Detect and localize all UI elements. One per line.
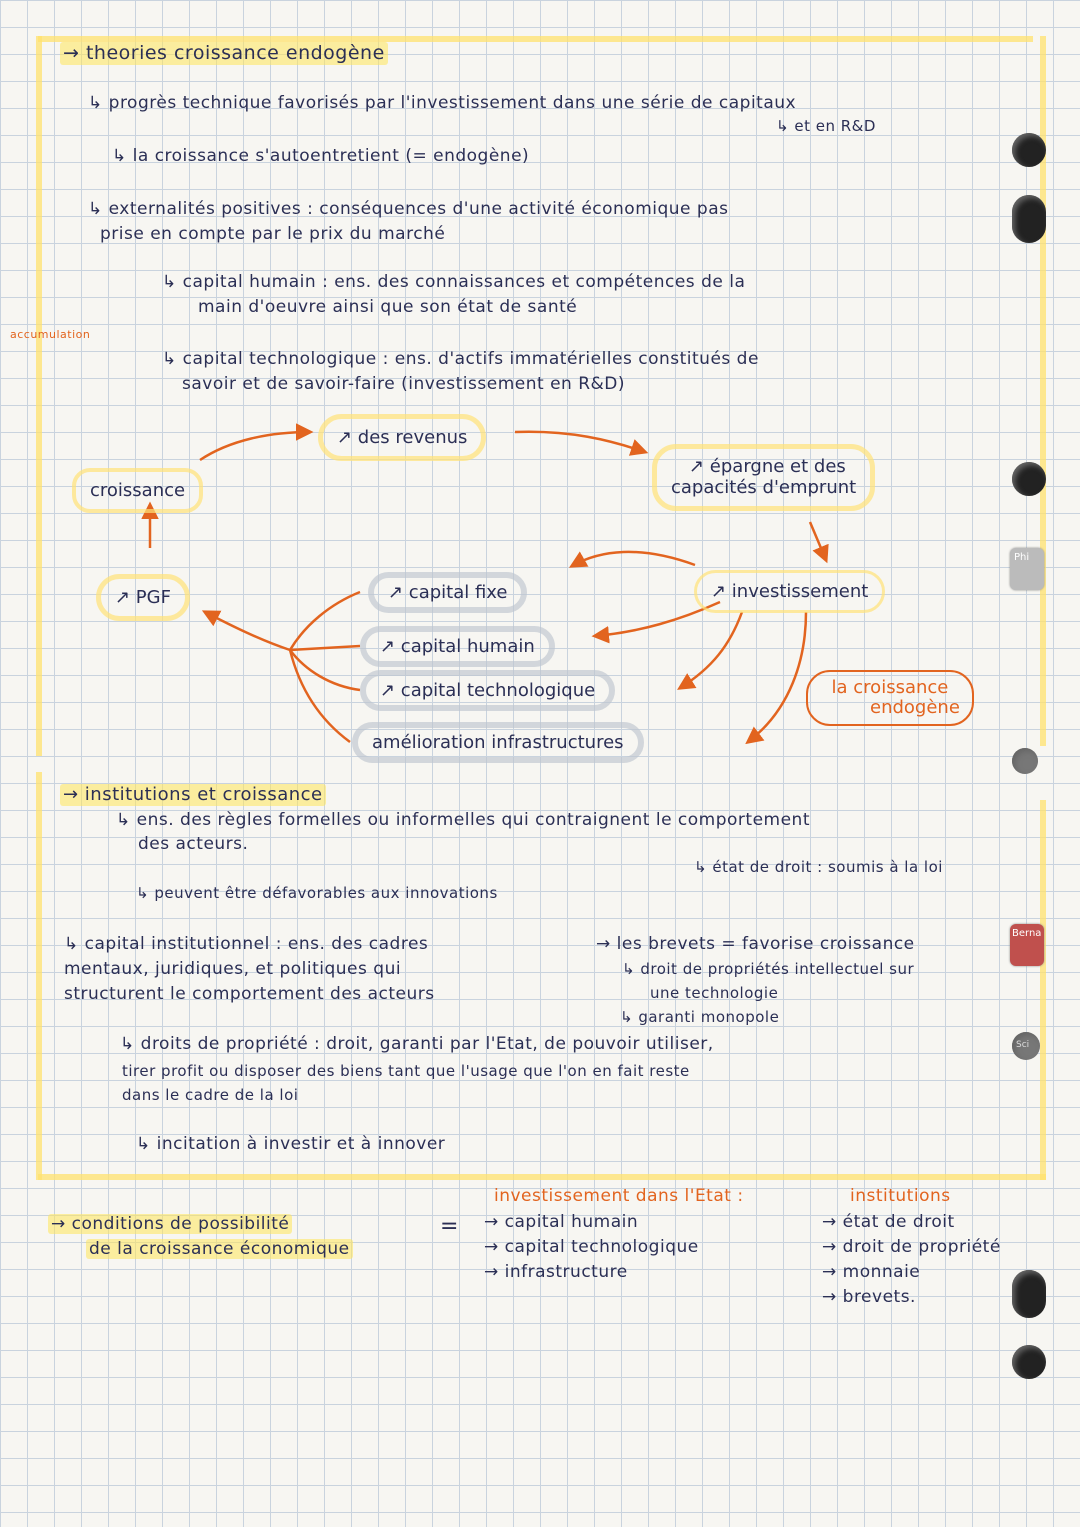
text-line: ↳ incitation à investir et à innover <box>136 1134 446 1154</box>
section1-title: → theories croissance endogène <box>60 42 388 65</box>
node-investissement: ↗ investissement <box>694 570 885 613</box>
investment-item: → infrastructure <box>484 1262 628 1282</box>
text-line: une technologie <box>650 984 779 1002</box>
institutions-item: → monnaie <box>822 1262 921 1282</box>
node-capital-fixe: ↗ capital fixe <box>368 572 527 613</box>
node-endogene-line1: la croissance <box>831 677 949 698</box>
text-line: ↳ externalités positives : conséquences d'une activité économique pas <box>88 199 729 219</box>
text-line: ↳ ens. des règles formelles ou informelles qui contraignent le comportement <box>116 810 811 830</box>
text-line: ↳ état de droit : soumis à la loi <box>694 858 943 876</box>
node-croissance-endogene <box>806 670 974 726</box>
text-line: main d'oeuvre ainsi que son état de santé <box>198 297 578 317</box>
text-line: tirer profit ou disposer des biens tant que l'usage que l'on en fait reste <box>122 1062 690 1080</box>
text-line: ↳ capital humain : ens. des connaissances et compétences de la <box>162 272 746 292</box>
divider-tab-label: Phi <box>1014 552 1030 563</box>
text-line: ↳ capital technologique : ens. d'actifs immatérielles constitués de <box>162 349 759 369</box>
node-capital-technologique: ↗ capital technologique <box>360 670 615 711</box>
node-pgf: ↗ PGF <box>96 574 190 621</box>
text-line: ↳ la croissance s'autoentretient (= endogène) <box>112 146 530 166</box>
institutions-title: institutions <box>850 1186 951 1206</box>
text-line: ↳ droits de propriété : droit, garanti par l'Etat, de pouvoir utiliser, <box>120 1034 714 1054</box>
text-line: ↳ capital institutionnel : ens. des cadres <box>64 934 429 954</box>
divider-tab-label: Sci <box>1016 1040 1030 1050</box>
investment-title: investissement dans l'Etat : <box>494 1186 744 1206</box>
node-epargne-line1: ↗ épargne et des <box>689 456 846 477</box>
node-infrastructures: amélioration infrastructures <box>352 722 644 763</box>
section3-title-line2: de la croissance économique <box>86 1239 353 1259</box>
institutions-item: → brevets. <box>822 1287 916 1307</box>
text-line: prise en compte par le prix du marché <box>100 224 446 244</box>
node-revenus: ↗ des revenus <box>318 414 486 461</box>
text-line: structurent le comportement des acteurs <box>64 984 435 1004</box>
text-line: ↳ et en R&D <box>776 117 876 135</box>
node-endogene-line2: endogène <box>870 696 960 718</box>
text-line: ↳ garanti monopole <box>620 1008 780 1026</box>
text-line: savoir et de savoir-faire (investissement en R&D) <box>182 374 625 394</box>
equals-sign: = <box>440 1214 459 1239</box>
text-line: → les brevets = favorise croissance <box>596 934 915 954</box>
text-line: mentaux, juridiques, et politiques qui <box>64 959 402 979</box>
text-line: dans le cadre de la loi <box>122 1086 299 1104</box>
node-epargne-line2: capacités d'emprunt <box>671 476 857 498</box>
investment-item: → capital humain <box>484 1212 639 1232</box>
investment-item: → capital technologique <box>484 1237 699 1257</box>
text-line: ↳ progrès technique favorisés par l'investissement dans une série de capitaux <box>88 93 797 113</box>
section2-title: → institutions et croissance <box>60 784 326 806</box>
text-line: des acteurs. <box>138 834 249 854</box>
text-line: ↳ peuvent être défavorables aux innovations <box>136 884 498 902</box>
node-croissance: croissance <box>72 468 203 513</box>
section3-title-line1: → conditions de possibilité <box>48 1214 292 1234</box>
node-epargne <box>652 444 875 511</box>
divider-tab-label: Berna <box>1012 928 1042 939</box>
institutions-item: → état de droit <box>822 1212 955 1232</box>
institutions-item: → droit de propriété <box>822 1237 1001 1257</box>
node-capital-humain: ↗ capital humain <box>360 626 555 667</box>
text-line: ↳ droit de propriétés intellectuel sur <box>622 960 915 978</box>
accumulation-label: accumulation <box>10 328 91 341</box>
